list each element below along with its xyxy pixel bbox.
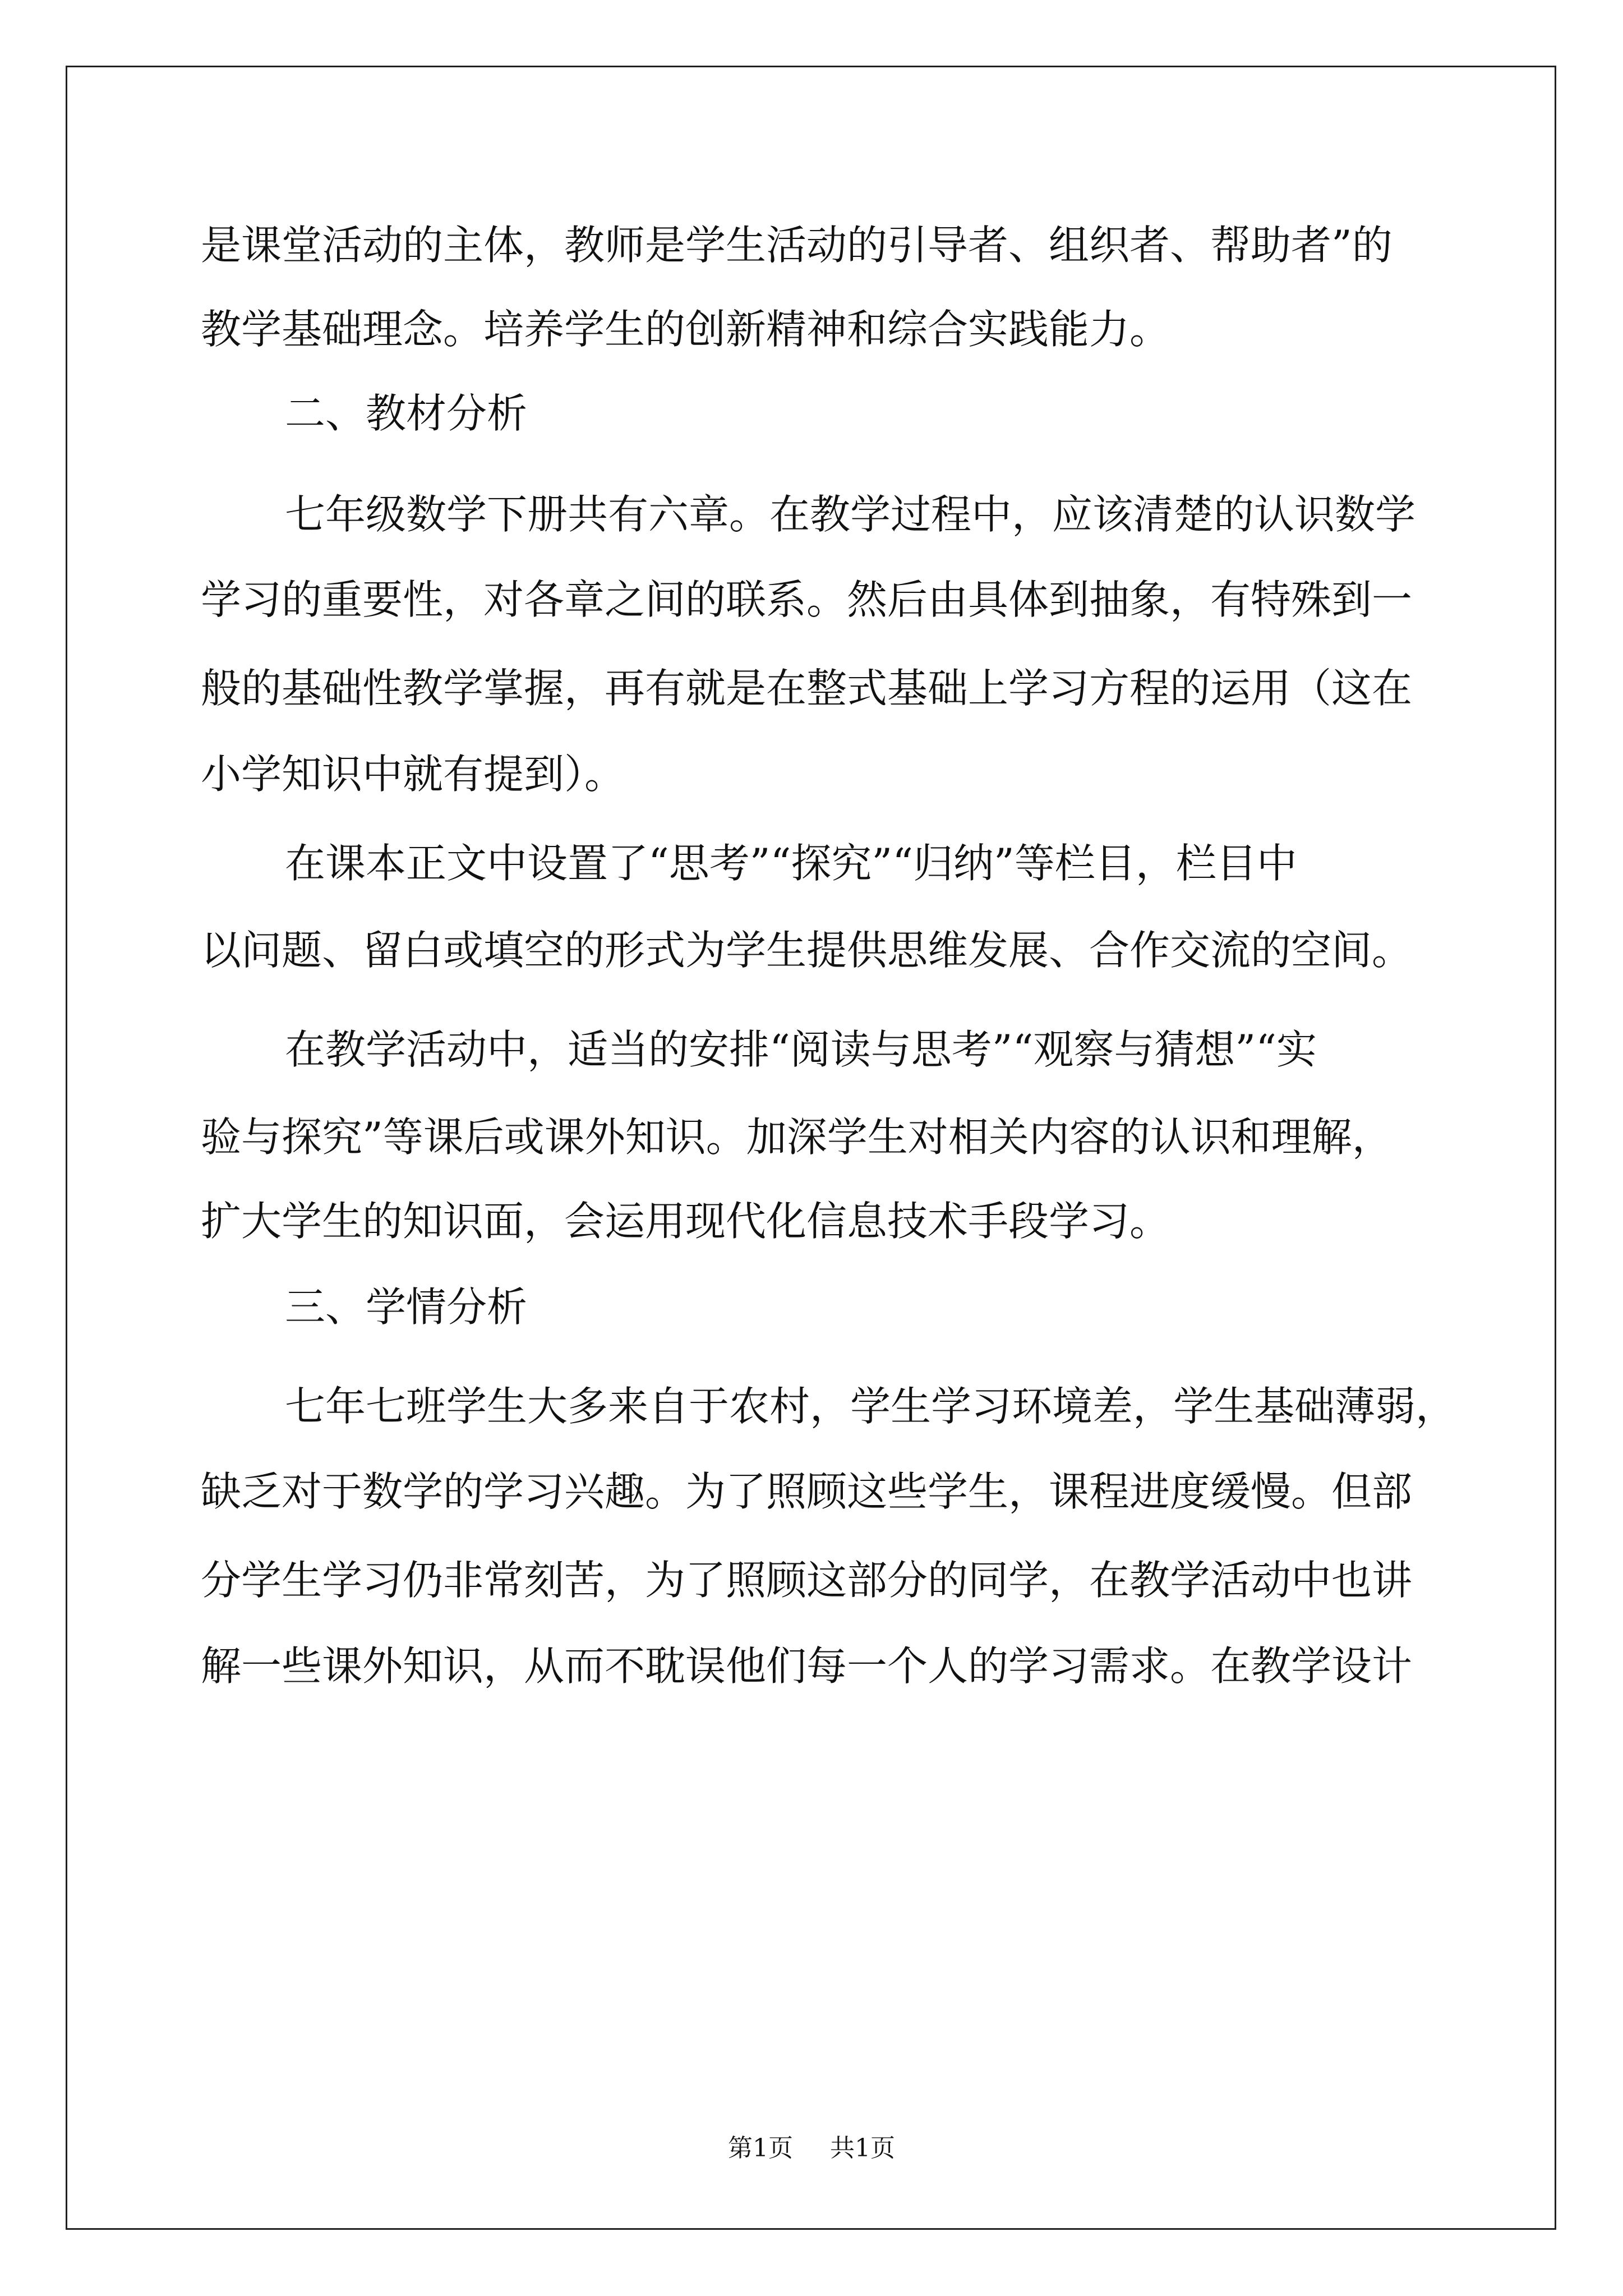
text-line: 在课本正文中设置了“思考”“探究”“归纳”等栏目，栏目中 (285, 840, 1297, 887)
section-heading: 三、学情分析 (285, 1283, 528, 1331)
text-line: 七年级数学下册共有六章。在教学过程中，应该清楚的认识数学 (285, 491, 1416, 538)
text-line: 是课堂活动的主体，教师是学生活动的引导者、组织者、帮助者”的 (201, 222, 1393, 269)
text-line: 般的基础性教学掌握，再有就是在整式基础上学习方程的运用（这在 (201, 665, 1413, 712)
text-line: 验与探究”等课后或课外知识。加深学生对相关内容的认识和理解， (201, 1114, 1393, 1161)
text-line: 小学知识中就有提到）。 (201, 751, 625, 798)
text-line: 七年七班学生大多来自于农村，学生学习环境差，学生基础薄弱， (285, 1383, 1456, 1430)
page-footer (0, 2132, 1623, 2165)
text-line: 在教学活动中，适当的安排“阅读与思考”“观察与猜想”“实 (285, 1026, 1317, 1073)
text-line: 教学基础理念。培养学生的创新精神和综合实践能力。 (201, 306, 1170, 353)
text-line: 学习的重要性，对各章之间的联系。然后由具体到抽象，有特殊到一 (201, 576, 1413, 623)
page-total: 共1页 (830, 2134, 895, 2162)
section-heading: 二、教材分析 (285, 390, 528, 437)
text-line: 扩大学生的知识面，会运用现代化信息技术手段学习。 (201, 1198, 1170, 1245)
text-line: 分学生学习仍非常刻苦，为了照顾这部分的同学，在教学活动中也讲 (201, 1557, 1413, 1604)
text-line: 缺乏对于数学的学习兴趣。为了照顾这些学生，课程进度缓慢。但部 (201, 1468, 1413, 1515)
page-number: 第1页 (728, 2134, 793, 2162)
text-line: 以问题、留白或填空的形式为学生提供思维发展、合作交流的空间。 (201, 927, 1413, 974)
text-line: 解一些课外知识，从而不耽误他们每一个人的学习需求。在教学设计 (201, 1642, 1413, 1690)
